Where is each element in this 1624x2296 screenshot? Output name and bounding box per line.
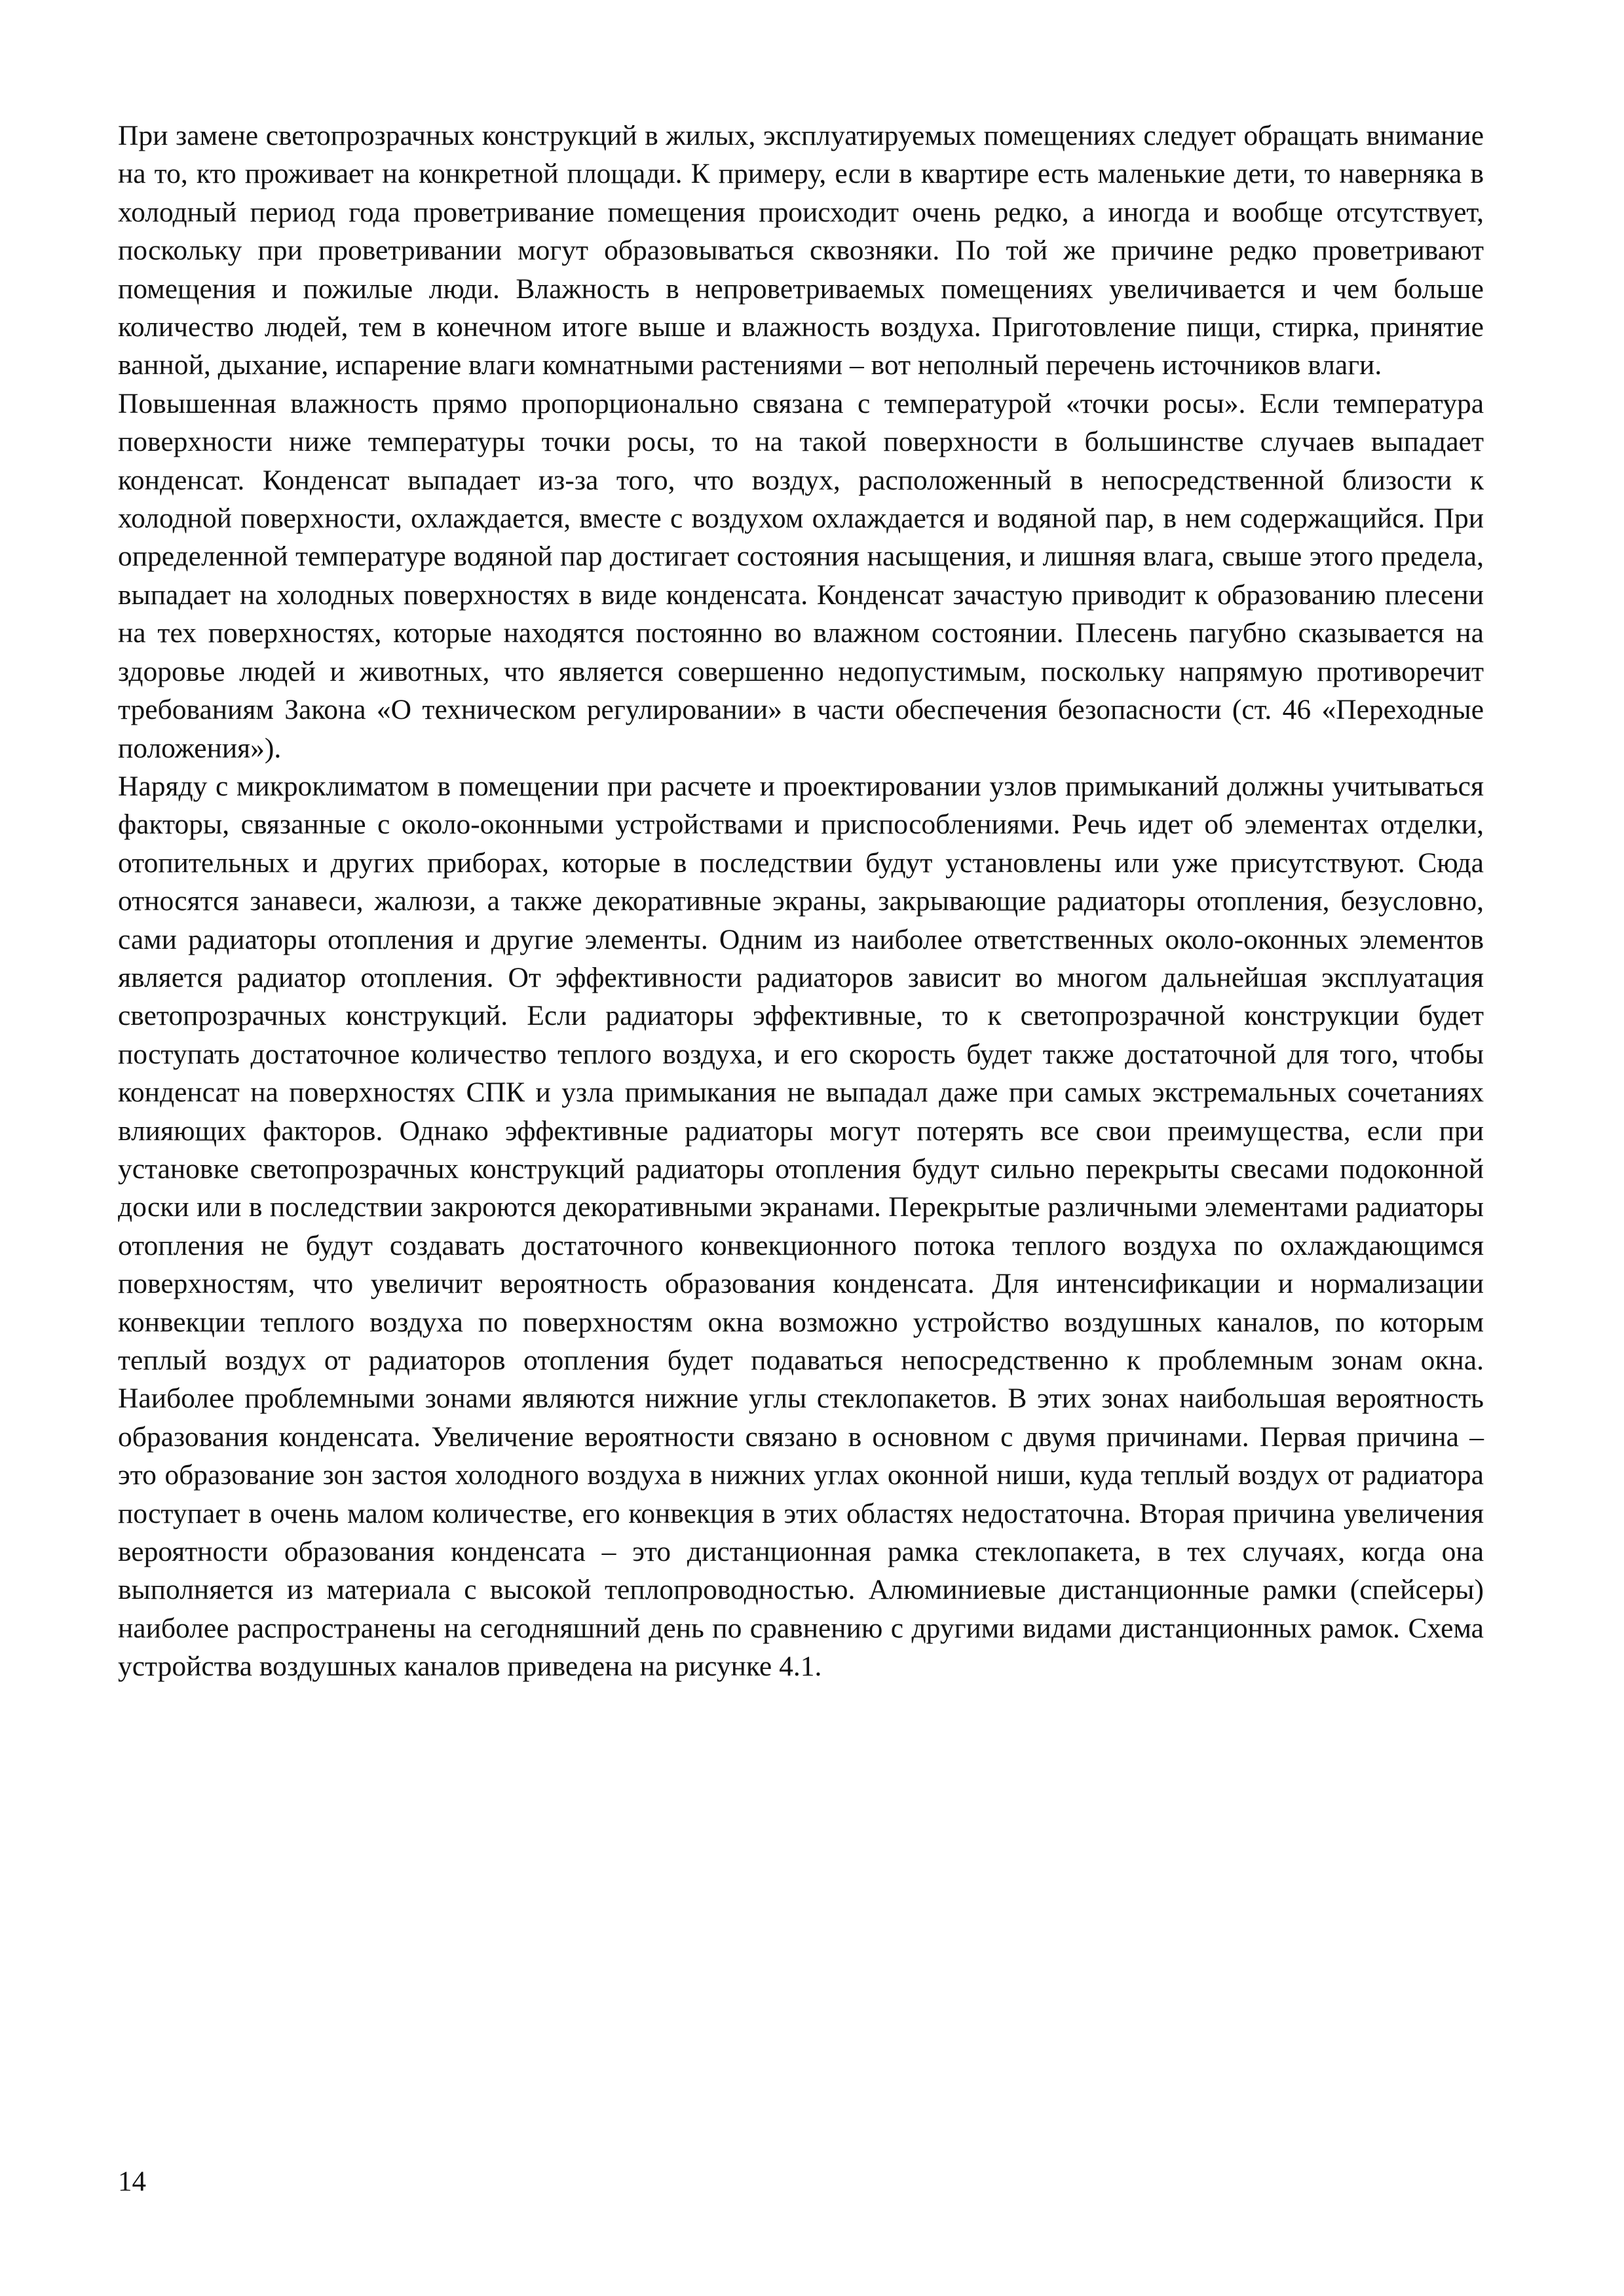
body-text bbox=[118, 117, 1484, 1686]
paragraph-dew-point: Повышенная влажность прямо пропорционально связана с температурой «точки росы». Если температура поверхности ниже температуры точки росы, то на такой поверхности в большинстве случаев выпадает конденсат. Конденсат выпадает из-за того, что воздух, расположенный в непосредственной близости к холодной поверхности, охлаждается, вместе с воздухом охлаждается и водяной пар, в нем содержащийся. При определенной температуре водяной пар достигает состояния насыщения, и лишняя влага, свыше этого предела, выпадает на холодных поверхностях в виде конденсата. Конденсат зачастую приводит к образованию плесени на тех поверхностях, которые находятся постоянно во влажном состоянии. Плесень пагубно сказывается на здоровье людей и животных, что является совершенно недопустимым, поскольку напрямую противоречит требованиям Закона «О техническом регулировании» в части обеспечения безопасности (ст. 46 «Переходные положения»). bbox=[118, 387, 1484, 764]
page-number: 14 bbox=[118, 2166, 146, 2197]
paragraph-humidity-sources: При замене светопрозрачных конструкций в жилых, эксплуатируемых помещениях следует обращать внимание на то, кто проживает на конкретной площади. К примеру, если в квартире есть маленькие дети, то наверняка в холодный период года проветривание помещения происходит очень редко, а иногда и вообще отсутствует, поскольку при проветривании могут образовываться сквозняки. По той же причине редко проветривают помещения и пожилые люди. Влажность в непроветриваемых помещениях увеличивается и чем больше количество людей, тем в конечном итоге выше и влажность воздуха. Приготовление пищи, стирка, принятие ванной, дыхание, испарение влаги комнатными растениями – вот неполный перечень источников влаги. bbox=[118, 120, 1484, 381]
paragraph-radiators: Наряду с микроклиматом в помещении при расчете и проектировании узлов примыканий должны учитываться факторы, связанные с около-оконными устройствами и приспособлениями. Речь идет об элементах отделки, отопительных и других приборах, которые в последствии будут установлены или уже присутствуют. Сюда относятся занавеси, жалюзи, а также декоративные экраны, закрывающие радиаторы отопления, безусловно, сами радиаторы отопления и другие элементы. Одним из наиболее ответственных около-оконных элементов является радиатор отопления. От эффективности радиаторов зависит во многом дальнейшая эксплуатация светопрозрачных конструкций. Если радиаторы эффективные, то к светопрозрачной конструкции будет поступать достаточное количество теплого воздуха, и его скорость будет также достаточной для того, чтобы конденсат на поверхностях СПК и узла примыкания не выпадал даже при самых экстремальных сочетаниях влияющих факторов. Однако эффективные радиаторы могут потерять все свои преимущества, если при установке светопрозрачных конструкций радиаторы отопления будут сильно перекрыты свесами подоконной доски или в последствии закроются декоративными экранами. Перекрытые различными элементами радиаторы отопления не будут создавать достаточного конвекционного потока теплого воздуха по охлаждающимся поверхностям, что увеличит вероятность образования конденсата. Для интенсификации и нормализации конвекции теплого воздуха по поверхностям окна возможно устройство воздушных каналов, по которым теплый воздух от радиаторов отопления будет подаваться непосредственно к проблемным зонам окна. Наиболее проблемными зонами являются нижние углы стеклопакетов. В этих зонах наибольшая вероятность образования конденсата. Увеличение вероятности связано в основном с двумя причинами. Первая причина – это образование зон застоя холодного воздуха в нижних углах оконной ниши, куда теплый воздух от радиатора поступает в очень малом количестве, его конвекция в этих областях недостаточна. Вторая причина увеличения вероятности образования конденсата – это дистанционная рамка стеклопакета, в тех случаях, когда она выполняется из материала с высокой теплопроводностью. Алюминиевые дистанционные рамки (спейсеры) наиболее распространены на сегодняшний день по сравнению с другими видами дистанционных рамок. Схема устройства воздушных каналов приведена на рисунке 4.1. bbox=[118, 770, 1484, 1683]
